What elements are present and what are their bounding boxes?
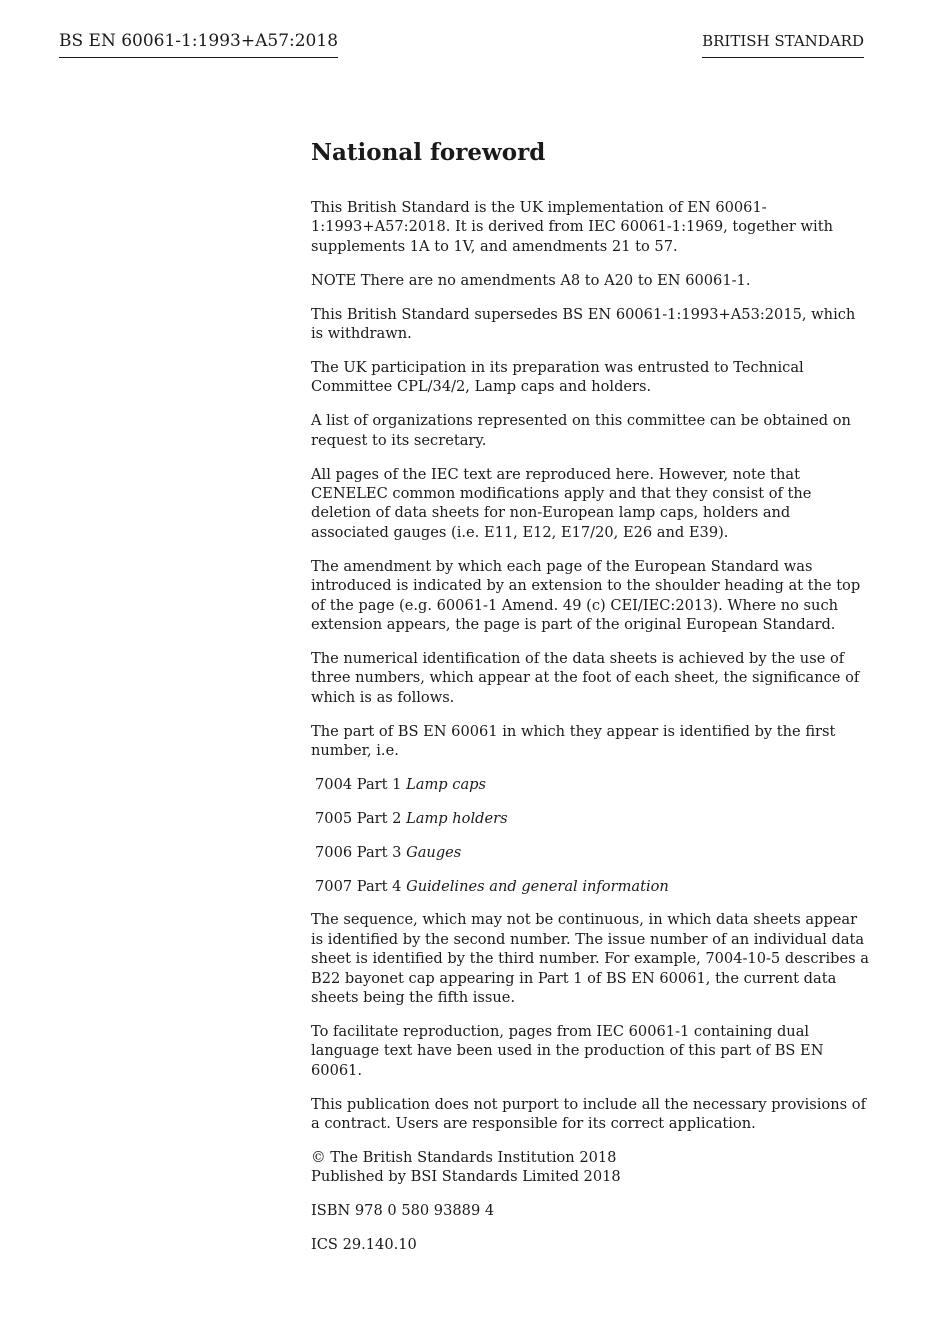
page-title: National foreword — [311, 139, 546, 166]
main-content — [311, 138, 871, 1269]
paragraph-identification: The numerical identification of the data sheets is achieved by the use of three numbers, which appear at the foot of each sheet, the significance of which is as follows. — [311, 649, 860, 706]
part-name: Guidelines and general information — [406, 877, 669, 895]
part-code: 7007 Part 4 — [315, 877, 402, 895]
paragraph-iec-text: All pages of the IEC text are reproduced here. However, note that CENELEC common modifications apply and that they consist of the deletion of data sheets for non-European lamp caps, holders and associated gauges (i.e. E11, E12, E17/20, E26 and E39). — [311, 465, 812, 541]
ics-code: ICS 29.140.10 — [311, 1236, 417, 1254]
paragraph-part-number: The part of BS EN 60061 in which they appear is identified by the first number, i.e. — [311, 722, 836, 759]
part-name: Lamp holders — [406, 809, 508, 827]
header-series: BRITISH STANDARD — [702, 30, 864, 58]
copyright-line: © The British Standards Institution 2018 — [311, 1149, 617, 1167]
copyright-block — [311, 1148, 871, 1187]
paragraph-reproduction: To facilitate reproduction, pages from IEC 60061-1 containing dual language text have been used in the production of this part of BS EN 60061. — [311, 1023, 824, 1079]
part-list-item — [311, 877, 871, 896]
part-name: Lamp caps — [406, 775, 486, 793]
paragraph-organizations: A list of organizations represented on this committee can be obtained on request to its secretary. — [311, 412, 851, 449]
paragraph-implementation: This British Standard is the UK implementation of EN 60061-1:1993+A57:2018. It is derived from IEC 60061-1:1969, together with supplements 1A to 1V, and amendments 21 to 57. — [311, 199, 833, 255]
part-list-item — [311, 775, 871, 794]
part-list-item — [311, 843, 871, 862]
publisher-line: Published by BSI Standards Limited 2018 — [311, 1168, 621, 1186]
paragraph-participation: The UK participation in its preparation was entrusted to Technical Committee CPL/34/2, Lamp caps and holders. — [311, 358, 804, 396]
part-code: 7005 Part 2 — [315, 809, 402, 827]
paragraph-supersedes: This British Standard supersedes BS EN 60061-1:1993+A53:2015, which is withdrawn. — [311, 305, 856, 343]
part-code: 7004 Part 1 — [315, 775, 402, 793]
part-list-item — [311, 809, 871, 828]
isbn: ISBN 978 0 580 93889 4 — [311, 1202, 495, 1220]
part-code: 7006 Part 3 — [315, 843, 402, 861]
paragraph-amendment: The amendment by which each page of the European Standard was introduced is indicated by an extension to the shoulder heading at the top of the page (e.g. 60061-1 Amend. 49 (c) CEI/IEC:2013). Where no such extension appears, the page is part of the original European Standard. — [311, 557, 861, 633]
paragraph-note: NOTE There are no amendments A8 to A20 to EN 60061-1. — [311, 271, 751, 289]
paragraph-contract: This publication does not purport to include all the necessary provisions of a contract. Users are responsible for its correct application. — [311, 1095, 866, 1133]
header-standard-number: BS EN 60061-1:1993+A57:2018 — [59, 30, 338, 58]
part-name: Gauges — [406, 843, 462, 861]
paragraph-sequence: The sequence, which may not be continuous, in which data sheets appear is identified by the second number. The issue number of an individual data sheet is identified by the third number. For example, 7004-10-5 describes a B22 bayonet cap appearing in Part 1 of BS EN 60061, the current data sheets being the fifth issue. — [311, 911, 869, 1007]
